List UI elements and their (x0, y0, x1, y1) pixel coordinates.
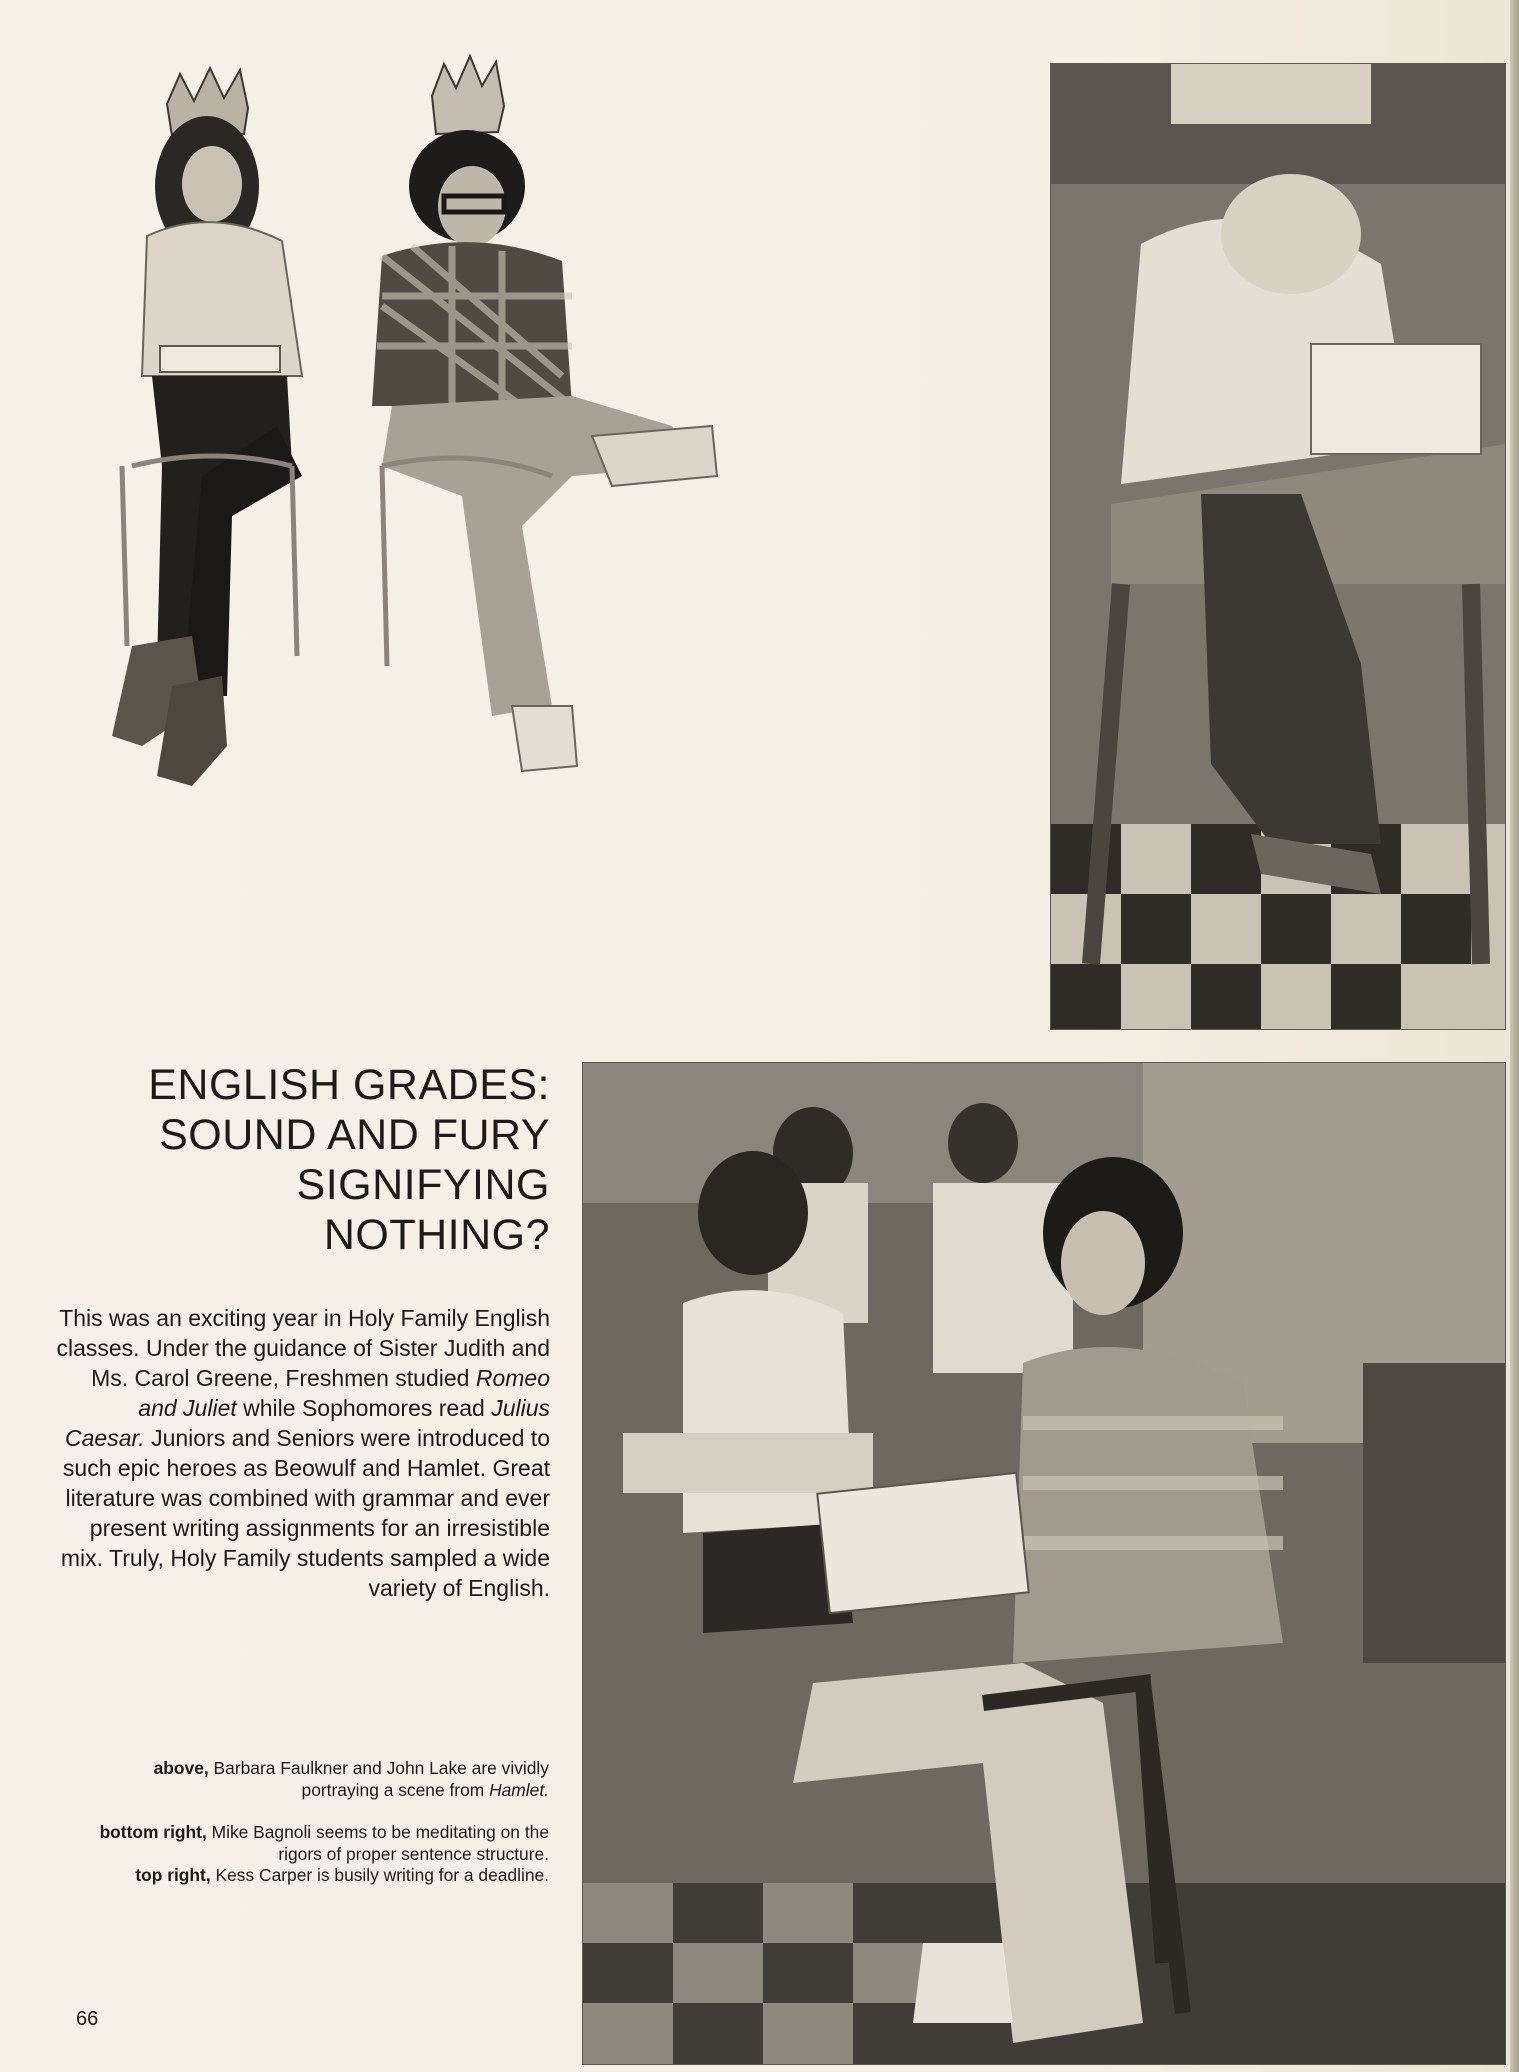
book-spine-edge (1510, 0, 1519, 2072)
caption-text: Kess Carper is busily writing for a deadline. (210, 1865, 549, 1885)
caption-bottom-right (96, 1822, 549, 1865)
photo-student-writing-at-desk (1050, 63, 1506, 1030)
caption-label: above, (153, 1758, 209, 1778)
headline-line: SOUND AND FURY (159, 1111, 550, 1159)
book-title: Romeo and Juliet (138, 1365, 550, 1421)
caption-text: Barbara Faulkner and John Lake are vividly portraying a scene from (208, 1758, 549, 1800)
left-student-figure (112, 68, 302, 786)
right-student-figure (372, 56, 717, 771)
headline-line: ENGLISH GRADES: (148, 1061, 550, 1109)
caption-label: bottom right, (99, 1822, 207, 1842)
headline-line: SIGNIFYING (296, 1161, 550, 1209)
caption-label: top right, (135, 1865, 211, 1885)
caption-above (96, 1758, 549, 1801)
caption-spacer (96, 1801, 549, 1822)
article-headline (72, 1060, 550, 1260)
headline-line: NOTHING? (323, 1211, 550, 1259)
article-body (54, 1303, 550, 1603)
caption-text: Mike Bagnoli seems to be meditating on the rigors of proper sentence structure. (206, 1822, 549, 1864)
caption-title: Hamlet. (489, 1779, 549, 1800)
body-text-segment: Juniors and Seniors were introduced to such epic heroes as Beowulf and Hamlet. Great literature was combined with grammar and ever present writing assignments for an irresistible mix. Truly, Holy Family students sampled a wide variety of English. (60, 1425, 550, 1601)
body-text-segment: This was an exciting year in Holy Family English classes. Under the guidance of Sister Judith and Ms. Carol Greene, Freshmen studied (56, 1305, 550, 1391)
photo-bottomright-scene (583, 1063, 1506, 2065)
photo-captions (96, 1758, 549, 1887)
photo-topright-scene (1051, 64, 1506, 1030)
caption-top-right (96, 1865, 549, 1887)
page-number: 66 (76, 2008, 99, 2030)
photo-classroom-students (582, 1062, 1506, 2065)
photo-students-reading-in-crowns (52, 46, 952, 1046)
book-title: Julius Caesar. (65, 1395, 550, 1451)
body-text-segment: while Sophomores read (236, 1395, 492, 1421)
